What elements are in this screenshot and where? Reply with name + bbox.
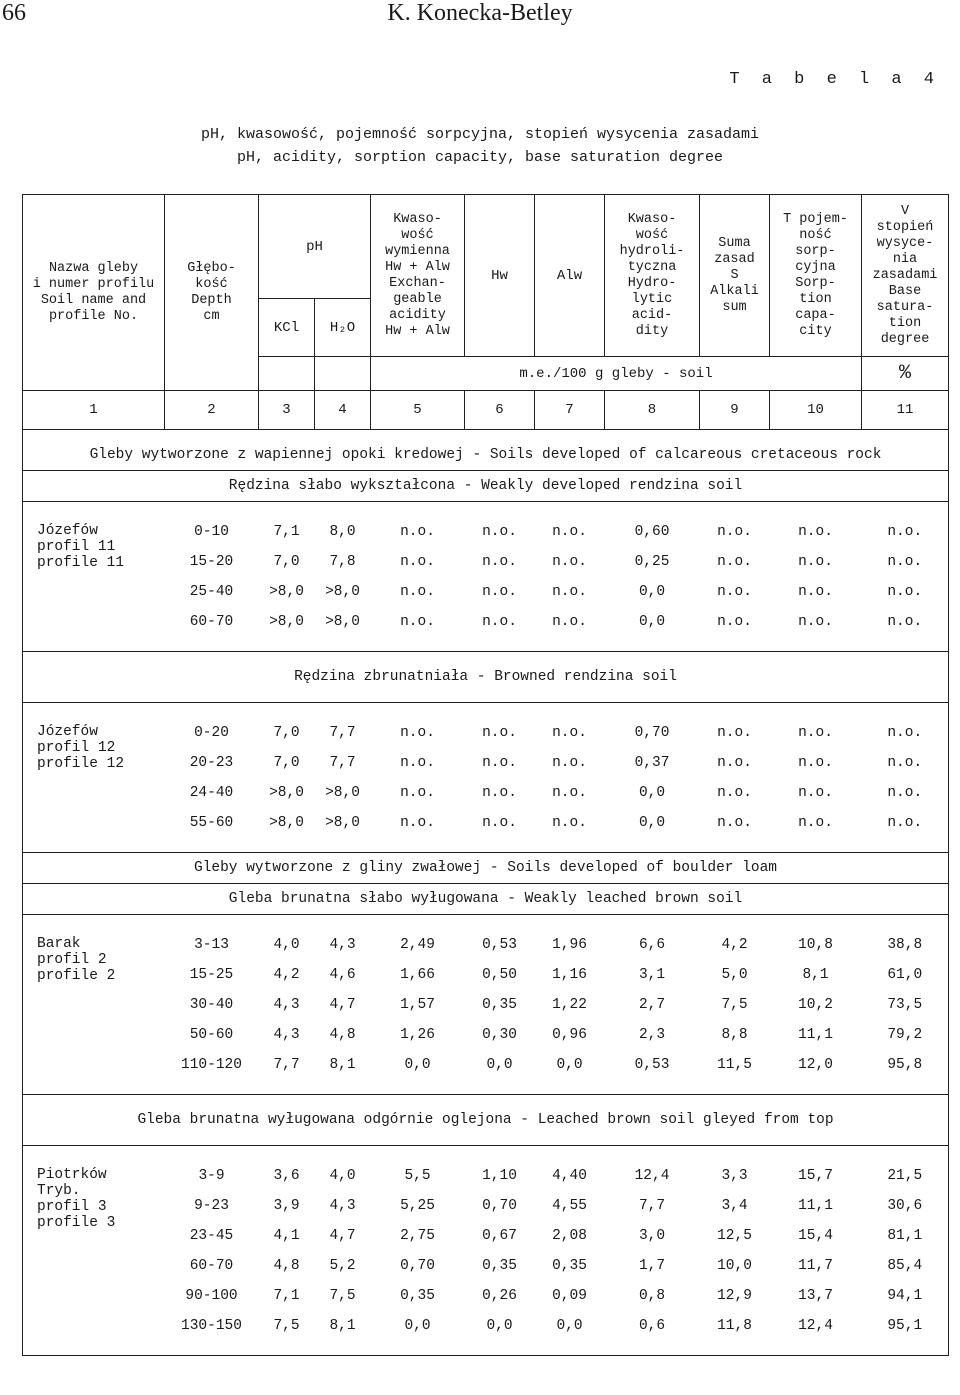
profile-name-line: profile 11 bbox=[37, 555, 125, 571]
header-line: ność bbox=[799, 227, 832, 243]
table-cell: n.o. bbox=[717, 524, 752, 540]
table-cell: n.o. bbox=[552, 755, 587, 771]
header-line: zasadami bbox=[872, 267, 938, 283]
table-cell: 0,35 bbox=[400, 1288, 435, 1304]
table-cell: 30,6 bbox=[862, 1191, 949, 1221]
header-line: acidity bbox=[389, 307, 446, 323]
table-cell: n.o. bbox=[798, 725, 833, 741]
table-cell: n.o. bbox=[482, 725, 517, 741]
profile-name-line: profil 2 bbox=[37, 952, 107, 968]
table-cell: 7,8 bbox=[329, 554, 356, 570]
header-line: tion bbox=[799, 291, 832, 307]
table-cell: 4,8 bbox=[329, 1027, 356, 1043]
header-line: wość bbox=[635, 227, 669, 243]
header-line: stopień bbox=[876, 219, 934, 235]
table-cell: 7,5 bbox=[721, 997, 748, 1013]
table-cell: 0,35 bbox=[482, 997, 517, 1013]
profile-name-line: profile 2 bbox=[37, 968, 116, 984]
table-cell: 15,4 bbox=[798, 1228, 833, 1244]
table-cell: 0,0 bbox=[638, 815, 666, 831]
profile-name bbox=[23, 1161, 165, 1341]
header-line: Kwaso- bbox=[393, 211, 442, 227]
table-cell: 61,0 bbox=[862, 960, 949, 990]
caption-english: pH, acidity, sorption capacity, base saturation degree bbox=[236, 149, 724, 166]
table-cell: 130-150 bbox=[181, 1318, 242, 1334]
table-cell: n.o. bbox=[400, 584, 435, 600]
table-cell: 3,6 bbox=[273, 1168, 300, 1184]
profile-name-line: profil 12 bbox=[37, 740, 116, 756]
table-cell: 10,8 bbox=[798, 937, 833, 953]
table-cell: n.o. bbox=[482, 815, 517, 831]
table-cell: 4,6 bbox=[329, 967, 356, 983]
page-number: 66 bbox=[2, 0, 26, 26]
table-cell: 1,66 bbox=[400, 967, 435, 983]
table-cell: n.o. bbox=[400, 614, 435, 630]
profile-name-line: Józefów bbox=[37, 523, 98, 539]
caption-polish: pH, kwasowość, pojemność sorpcyjna, stopień wysycenia zasadami bbox=[200, 126, 760, 143]
table-cell: 4,55 bbox=[552, 1198, 587, 1214]
table-cell: 0,30 bbox=[482, 1027, 517, 1043]
table-cell: n.o. bbox=[798, 785, 833, 801]
table-cell: n.o. bbox=[400, 554, 435, 570]
table-cell: n.o. bbox=[552, 584, 587, 600]
table-cell: 0,09 bbox=[552, 1288, 587, 1304]
table-cell: 23-45 bbox=[189, 1228, 234, 1244]
table-cell: 55-60 bbox=[189, 815, 234, 831]
soil-group-heading: Gleby wytworzone z gliny zwałowej - Soils developed of boulder loam bbox=[23, 852, 949, 883]
table-cell: n.o. bbox=[862, 748, 949, 778]
table-label: T a b e l a 4 bbox=[729, 70, 940, 89]
table-cell: 9-23 bbox=[194, 1198, 229, 1214]
table-cell: 1,26 bbox=[400, 1027, 435, 1043]
header-soil-name bbox=[23, 195, 165, 391]
table-cell: n.o. bbox=[717, 755, 752, 771]
table-cell: 2,3 bbox=[638, 1027, 666, 1043]
table-cell: 94,1 bbox=[862, 1281, 949, 1311]
table-cell: 0,60 bbox=[634, 524, 670, 540]
header-units-me: m.e./100 g gleby - soil bbox=[371, 357, 862, 391]
table-cell: n.o. bbox=[717, 584, 752, 600]
table-cell: 2,08 bbox=[552, 1228, 587, 1244]
header-line: wysyce- bbox=[876, 235, 934, 251]
table-cell: 3-13 bbox=[194, 937, 229, 953]
header-hw: Hw bbox=[465, 195, 535, 357]
header-line: S bbox=[730, 267, 739, 283]
table-cell: 110-120 bbox=[181, 1057, 242, 1073]
header-line: lytic bbox=[631, 291, 673, 307]
column-number: 4 bbox=[315, 391, 371, 430]
header-line: cyjna bbox=[795, 259, 836, 275]
table-cell: 1,96 bbox=[552, 937, 587, 953]
column-number: 11 bbox=[862, 391, 949, 430]
table-cell: n.o. bbox=[482, 755, 517, 771]
column-number: 9 bbox=[700, 391, 770, 430]
header-exchangeable-acidity bbox=[371, 195, 465, 357]
table-cell: 8,8 bbox=[721, 1027, 748, 1043]
table-cell: 4,0 bbox=[273, 937, 300, 953]
table-cell: 7,7 bbox=[329, 725, 356, 741]
header-line: Depth bbox=[191, 292, 232, 308]
soil-type-heading: Rędzina słabo wykształcona - Weakly developed rendzina soil bbox=[23, 470, 949, 501]
column-number: 2 bbox=[165, 391, 259, 430]
table-cell: 30-40 bbox=[189, 997, 234, 1013]
table-cell: 7,0 bbox=[273, 725, 300, 741]
table-cell: 4,40 bbox=[552, 1168, 587, 1184]
profile-name-line: profil 11 bbox=[37, 539, 116, 555]
table-cell: 0,0 bbox=[638, 785, 666, 801]
profile-name-line: Barak bbox=[37, 936, 81, 952]
header-line: degree bbox=[880, 331, 930, 347]
header-kcl: KCl bbox=[259, 299, 315, 357]
table-cell: 11,8 bbox=[717, 1318, 752, 1334]
table-cell: 1,16 bbox=[552, 967, 587, 983]
header-line: city bbox=[799, 323, 832, 339]
table-cell: 0,37 bbox=[634, 755, 670, 771]
table-cell: 12,0 bbox=[798, 1057, 833, 1073]
data-table bbox=[22, 194, 949, 1356]
table-cell: 8,1 bbox=[329, 1318, 356, 1334]
table-cell: 10,0 bbox=[717, 1258, 752, 1274]
table-cell: 8,0 bbox=[329, 524, 356, 540]
table-cell: 15-20 bbox=[189, 554, 234, 570]
table-cell: 3,0 bbox=[638, 1228, 666, 1244]
header-line: capa- bbox=[795, 307, 836, 323]
table-cell: 4,2 bbox=[273, 967, 300, 983]
table-cell: 79,2 bbox=[862, 1020, 949, 1050]
table-cell: 0,0 bbox=[556, 1057, 583, 1073]
header-alkali-sum bbox=[700, 195, 770, 357]
header-blank bbox=[315, 357, 371, 391]
table-cell: n.o. bbox=[482, 785, 517, 801]
header-alw: Alw bbox=[535, 195, 605, 357]
table-cell: 2,7 bbox=[638, 997, 666, 1013]
table-cell: >8,0 bbox=[269, 785, 304, 801]
table-cell: n.o. bbox=[482, 614, 517, 630]
table-cell: n.o. bbox=[717, 725, 752, 741]
table-cell: 4,3 bbox=[273, 1027, 300, 1043]
table-cell: 12,9 bbox=[717, 1288, 752, 1304]
header-line: profile No. bbox=[48, 308, 139, 324]
table-cell: n.o. bbox=[798, 755, 833, 771]
table-cell: 0,0 bbox=[486, 1318, 513, 1334]
table-cell: n.o. bbox=[798, 815, 833, 831]
table-cell: 7,0 bbox=[273, 755, 300, 771]
table-cell: 5,5 bbox=[404, 1168, 431, 1184]
header-base-saturation bbox=[862, 195, 949, 357]
column-number: 1 bbox=[23, 391, 165, 430]
header-line: Soil name and bbox=[40, 292, 147, 308]
header-line: hydroli- bbox=[619, 243, 685, 259]
header-hydrolytic-acidity bbox=[605, 195, 700, 357]
table-cell: 0,70 bbox=[482, 1198, 517, 1214]
profile-name-line: profil 3 bbox=[37, 1199, 107, 1215]
header-line: cm bbox=[203, 308, 220, 324]
profile-name bbox=[23, 718, 165, 838]
table-cell: 13,7 bbox=[798, 1288, 833, 1304]
column-number: 10 bbox=[770, 391, 862, 430]
header-h2o: H₂O bbox=[315, 299, 371, 357]
table-cell: 4,8 bbox=[273, 1258, 300, 1274]
table-cell: n.o. bbox=[862, 808, 949, 838]
table-cell: 0,0 bbox=[556, 1318, 583, 1334]
table-cell: 12,4 bbox=[634, 1168, 670, 1184]
table-cell: 0,25 bbox=[634, 554, 670, 570]
table-cell: 3-9 bbox=[198, 1168, 225, 1184]
table-cell: n.o. bbox=[862, 607, 949, 637]
header-line: i numer profilu bbox=[32, 276, 155, 292]
header-line: tion bbox=[888, 315, 922, 331]
table-cell: >8,0 bbox=[325, 584, 360, 600]
header-line: Alkali bbox=[710, 283, 759, 299]
table-cell: 12,5 bbox=[717, 1228, 752, 1244]
table-row bbox=[23, 1161, 949, 1191]
header-line: wość bbox=[401, 227, 434, 243]
soil-type-heading: Rędzina zbrunatniała - Browned rendzina soil bbox=[23, 651, 949, 702]
table-cell: 5,2 bbox=[329, 1258, 356, 1274]
column-number: 5 bbox=[371, 391, 465, 430]
table-cell: 7,7 bbox=[273, 1057, 300, 1073]
header-line: Sorp- bbox=[795, 275, 836, 291]
profile-name bbox=[23, 517, 165, 637]
table-cell: 73,5 bbox=[862, 990, 949, 1020]
table-cell: 0,96 bbox=[552, 1027, 587, 1043]
table-cell: 4,1 bbox=[273, 1228, 300, 1244]
table-cell: 11,1 bbox=[798, 1198, 833, 1214]
table-cell: >8,0 bbox=[269, 584, 304, 600]
table-cell: 4,3 bbox=[329, 1198, 356, 1214]
table-cell: 0,70 bbox=[400, 1258, 435, 1274]
table-cell: 90-100 bbox=[185, 1288, 238, 1304]
table-cell: 1,10 bbox=[482, 1168, 517, 1184]
header-line: tyczna bbox=[627, 259, 677, 275]
table-cell: n.o. bbox=[862, 778, 949, 808]
table-cell: 1,22 bbox=[552, 997, 587, 1013]
table-cell: n.o. bbox=[798, 614, 833, 630]
table-cell: n.o. bbox=[552, 524, 587, 540]
table-cell: 1,57 bbox=[400, 997, 435, 1013]
header-line: kość bbox=[195, 276, 228, 292]
header-line: satura- bbox=[876, 299, 934, 315]
profile-name-line: Józefów bbox=[37, 724, 98, 740]
table-cell: n.o. bbox=[862, 577, 949, 607]
table-cell: 38,8 bbox=[862, 930, 949, 960]
table-cell: 20-23 bbox=[189, 755, 234, 771]
table-cell: 0,70 bbox=[634, 725, 670, 741]
header-line: Hydro- bbox=[627, 275, 677, 291]
header-line: Exchan- bbox=[389, 275, 446, 291]
table-cell: 95,8 bbox=[862, 1050, 949, 1080]
table-cell: 8,1 bbox=[329, 1057, 356, 1073]
profile-name-line: profile 12 bbox=[37, 756, 125, 772]
soil-type-heading: Gleba brunatna słabo wyługowana - Weakly leached brown soil bbox=[23, 883, 949, 914]
table-cell: 0,0 bbox=[638, 584, 666, 600]
table-cell: 5,0 bbox=[721, 967, 748, 983]
table-row bbox=[23, 930, 949, 960]
soil-group-heading: Gleby wytworzone z wapiennej opoki kredowej - Soils developed of calcareous cretaceous rock bbox=[23, 440, 949, 471]
table-cell: 0,6 bbox=[638, 1318, 666, 1334]
table-cell: 0,26 bbox=[482, 1288, 517, 1304]
header-units-percent: % bbox=[862, 357, 949, 391]
table-cell: 6,6 bbox=[638, 937, 666, 953]
table-cell: 0-10 bbox=[194, 524, 229, 540]
table-cell: >8,0 bbox=[269, 815, 304, 831]
table-cell: 0,0 bbox=[638, 614, 666, 630]
table-cell: >8,0 bbox=[269, 614, 304, 630]
table-cell: n.o. bbox=[862, 517, 949, 547]
table-cell: >8,0 bbox=[325, 815, 360, 831]
header-line: dity bbox=[635, 323, 669, 339]
header-line: sum bbox=[722, 299, 747, 315]
table-cell: 7,5 bbox=[273, 1318, 300, 1334]
header-line: sorp- bbox=[795, 243, 836, 259]
table-cell: 50-60 bbox=[189, 1027, 234, 1043]
table-cell: 4,7 bbox=[329, 997, 356, 1013]
table-cell: 0,0 bbox=[404, 1318, 431, 1334]
table-cell: 25-40 bbox=[189, 584, 234, 600]
table-cell: 4,3 bbox=[329, 937, 356, 953]
column-number: 6 bbox=[465, 391, 535, 430]
table-cell: 5,25 bbox=[400, 1198, 435, 1214]
table-cell: 0,53 bbox=[482, 937, 517, 953]
table-cell: 0,35 bbox=[482, 1258, 517, 1274]
header-line: Głębo- bbox=[187, 260, 236, 276]
table-cell: 81,1 bbox=[862, 1221, 949, 1251]
header-ph: pH bbox=[259, 195, 371, 299]
table-cell: 12,4 bbox=[798, 1318, 833, 1334]
table-cell: 21,5 bbox=[862, 1161, 949, 1191]
table-cell: n.o. bbox=[552, 554, 587, 570]
table-cell: 24-40 bbox=[189, 785, 234, 801]
table-cell: 0,35 bbox=[552, 1258, 587, 1274]
table-cell: 4,7 bbox=[329, 1228, 356, 1244]
table-cell: 7,7 bbox=[638, 1198, 666, 1214]
header-line: wymienna bbox=[385, 243, 450, 259]
table-cell: n.o. bbox=[552, 725, 587, 741]
table-cell: 7,1 bbox=[273, 524, 300, 540]
header-sorption-capacity bbox=[770, 195, 862, 357]
table-cell: 3,9 bbox=[273, 1198, 300, 1214]
table-cell: 1,7 bbox=[638, 1258, 666, 1274]
table-cell: n.o. bbox=[400, 524, 435, 540]
page-author: K. Konecka-Betley bbox=[387, 0, 573, 26]
table-cell: 11,1 bbox=[798, 1027, 833, 1043]
header-line: Hw + Alw bbox=[385, 323, 450, 339]
header-line: Hw + Alw bbox=[385, 259, 450, 275]
table-cell: >8,0 bbox=[325, 785, 360, 801]
header-line: Suma bbox=[718, 235, 751, 251]
table-cell: >8,0 bbox=[325, 614, 360, 630]
table-cell: n.o. bbox=[400, 725, 435, 741]
column-number: 7 bbox=[535, 391, 605, 430]
table-cell: 3,1 bbox=[638, 967, 666, 983]
table-cell: 11,5 bbox=[717, 1057, 752, 1073]
table-cell: 60-70 bbox=[189, 614, 234, 630]
table-cell: n.o. bbox=[552, 815, 587, 831]
table-cell: 4,3 bbox=[273, 997, 300, 1013]
table-cell: 11,7 bbox=[798, 1258, 833, 1274]
table-cell: 7,7 bbox=[329, 755, 356, 771]
table-cell: n.o. bbox=[552, 614, 587, 630]
profile-name-line: Piotrków bbox=[37, 1167, 107, 1183]
header-line: geable bbox=[393, 291, 442, 307]
table-cell: n.o. bbox=[400, 815, 435, 831]
table-cell: 0,50 bbox=[482, 967, 517, 983]
column-number: 8 bbox=[605, 391, 700, 430]
header-line: T pojem- bbox=[783, 211, 848, 227]
table-cell: n.o. bbox=[717, 614, 752, 630]
profile-name-line: profile 3 bbox=[37, 1215, 116, 1231]
table-cell: 15-25 bbox=[189, 967, 234, 983]
table-cell: 3,4 bbox=[721, 1198, 748, 1214]
table-cell: n.o. bbox=[400, 785, 435, 801]
table-cell: 2,49 bbox=[400, 937, 435, 953]
soil-type-heading: Gleba brunatna wyługowana odgórnie oglejona - Leached brown soil gleyed from top bbox=[23, 1094, 949, 1145]
table-cell: n.o. bbox=[717, 785, 752, 801]
header-line: acid- bbox=[631, 307, 673, 323]
header-line: V bbox=[900, 203, 910, 219]
column-number: 3 bbox=[259, 391, 315, 430]
header-line: Base bbox=[888, 283, 922, 299]
table-cell: 85,4 bbox=[862, 1251, 949, 1281]
table-row bbox=[23, 718, 949, 748]
table-cell: n.o. bbox=[798, 584, 833, 600]
header-line: nia bbox=[892, 251, 918, 267]
table-cell: n.o. bbox=[482, 524, 517, 540]
table-cell: n.o. bbox=[552, 785, 587, 801]
profile-name-line: Tryb. bbox=[37, 1183, 81, 1199]
table-cell: 10,2 bbox=[798, 997, 833, 1013]
table-cell: 0,53 bbox=[634, 1057, 670, 1073]
table-cell: 8,1 bbox=[802, 967, 829, 983]
header-line: Kwaso- bbox=[627, 211, 677, 227]
table-cell: 15,7 bbox=[798, 1168, 833, 1184]
header-blank bbox=[259, 357, 315, 391]
table-cell: 0,0 bbox=[404, 1057, 431, 1073]
table-cell: n.o. bbox=[400, 755, 435, 771]
header-depth bbox=[165, 195, 259, 391]
table-cell: n.o. bbox=[482, 584, 517, 600]
table-cell: n.o. bbox=[717, 554, 752, 570]
table-cell: 4,0 bbox=[329, 1168, 356, 1184]
table-cell: 0,8 bbox=[638, 1288, 666, 1304]
table-cell: n.o. bbox=[798, 554, 833, 570]
table-cell: 95,1 bbox=[862, 1311, 949, 1341]
table-row bbox=[23, 517, 949, 547]
table-cell: n.o. bbox=[717, 815, 752, 831]
table-cell: 4,2 bbox=[721, 937, 748, 953]
table-cell: 3,3 bbox=[721, 1168, 748, 1184]
table-cell: 60-70 bbox=[189, 1258, 234, 1274]
table-cell: n.o. bbox=[798, 524, 833, 540]
table-cell: 7,5 bbox=[329, 1288, 356, 1304]
table-cell: 0,0 bbox=[486, 1057, 513, 1073]
table-cell: n.o. bbox=[862, 718, 949, 748]
table-cell: n.o. bbox=[862, 547, 949, 577]
table-cell: 2,75 bbox=[400, 1228, 435, 1244]
table-cell: n.o. bbox=[482, 554, 517, 570]
table-cell: 7,1 bbox=[273, 1288, 300, 1304]
table-cell: 0,67 bbox=[482, 1228, 517, 1244]
table-cell: 0-20 bbox=[194, 725, 229, 741]
header-line: Nazwa gleby bbox=[48, 260, 139, 276]
profile-name bbox=[23, 930, 165, 1080]
table-cell: 7,0 bbox=[273, 554, 300, 570]
header-line: zasad bbox=[714, 251, 755, 267]
